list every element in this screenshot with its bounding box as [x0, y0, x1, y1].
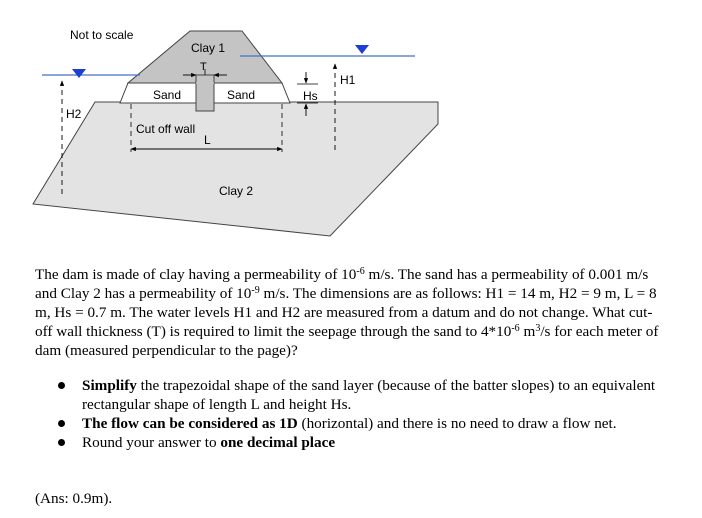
instruction-list: [58, 376, 678, 452]
cutoff-wall: [196, 75, 214, 111]
list-item: The flow can be considered as 1D (horizontal) and there is no need to draw a flow net.: [58, 414, 678, 433]
answer-text: (Ans: 0.9m).: [35, 490, 113, 507]
water-triangle-right: [355, 45, 369, 54]
list-item: Simplify the trapezoidal shape of the sand layer (because of the batter slopes) to an equivalent rectangular shape of length L and height Hs.: [58, 376, 678, 414]
list-item: Round your answer to one decimal place: [58, 433, 678, 452]
t-label: T: [200, 61, 207, 73]
h2-label: H2: [66, 107, 82, 121]
not-to-scale-label: Not to scale: [70, 28, 134, 42]
h1-label: H1: [340, 73, 356, 87]
sand-right-label: Sand: [227, 88, 256, 102]
clay1-label: Clay 1: [191, 41, 226, 55]
sand-left-label: Sand: [153, 88, 182, 102]
cutoff-wall-label: Cut off wall: [136, 122, 196, 136]
clay2-label: Clay 2: [219, 184, 254, 198]
clay2-layer: [33, 102, 438, 236]
problem-statement: The dam is made of clay having a permeability of $10^{-6}$ m/s. The sand has a permeability of 0.001 m/s and Clay 2 has a permeability of $10^{-9}$ m/s. The dimensions are as follows: H1 = 14 m, H2 = 9 m, L = 8 m, Hs = 0.7 m. The water levels H1 and H2 are measured from a datum and do not change. What cut-off wall thickness (T) is required to limit the seepage through the sand to $4*10^{-6}$ $m^3/s$ for each meter of dam (measured perpendicular to the page)?: [35, 266, 659, 359]
hs-label: Hs: [303, 89, 318, 103]
water-triangle-left: [72, 69, 86, 78]
l-label: L: [204, 133, 211, 147]
